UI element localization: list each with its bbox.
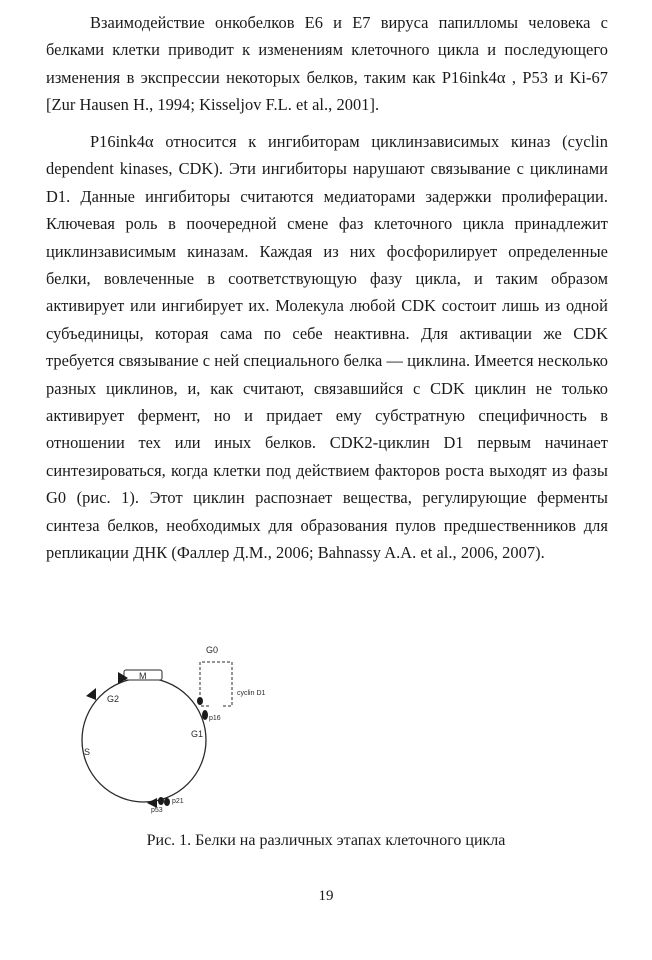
cell-cycle-circle bbox=[82, 678, 206, 802]
cyclin-d1-marker bbox=[197, 697, 203, 705]
arrowhead-g2 bbox=[86, 688, 96, 700]
paragraph-oncoproteins: Взаимодействие онкобелков E6 и E7 вируса папилломы человека с белками клетки приводит к изменениям клеточного цикла и последующего изменения в экспрессии некоторых белков, таким как P16ink4α , P53 и Ki-67 [Zur Hausen H., 1994; Kisseljov F.L. et al., 2001]. bbox=[46, 13, 608, 115]
label-g1: G1 bbox=[191, 729, 204, 739]
paragraph-p16ink4a: P16ink4α относится к ингибиторам циклинзависимых киназ (cyclin dependent kinases, CDK). Эти ингибиторы нарушают связывание с циклинами D1. Данные ингибиторы считаются медиаторами задержки пролиферации. Ключевая роль в поочередной смене фаз клеточного цикла принадлежит циклинзависимым киназам. Каждая из них фосфорилирует определенные белки, вовлеченные в соответствующую фазу цикла, и таким образом активирует или ингибирует их. Молекула любой CDK состоит лишь из одной субъединицы, которая сама по себе неактивна. Для активации же CDK требуется связывание с ней специального белка — циклина. Имеется несколько разных циклинов, и, как считают, связавшийся с CDK циклин не только активирует фермент, но и придает ему субстратную специфичность в отношении тех или иных белков. CDK2-циклин D1 первым начинает синтезироваться, когда клетки под действием факторов роста выходят из фазы G0 (рис. 1). Этот циклин распознает вещества, регулирующие ферменты синтеза белков, необходимых для образования пулов предшественников для репликации ДНК (Фаллер Д.М., 2006; Bahnassy A.A. et al., 2006, 2007). bbox=[46, 132, 608, 563]
label-cyclin-d1: cyclin D1 bbox=[237, 690, 266, 697]
cell-cycle-figure bbox=[60, 636, 320, 826]
p16-marker bbox=[202, 710, 208, 720]
label-p21: p21 bbox=[172, 798, 184, 805]
cell-cycle-diagram bbox=[60, 636, 320, 826]
p21-marker bbox=[164, 798, 170, 806]
page-number: 19 bbox=[318, 888, 334, 904]
label-g2: G2 bbox=[107, 694, 120, 704]
g0-box bbox=[200, 662, 232, 706]
label-p53: p53 bbox=[151, 807, 163, 814]
label-g0: G0 bbox=[206, 645, 219, 655]
label-s: S bbox=[84, 747, 91, 757]
figure-caption: Рис. 1. Белки на различных этапах клеточного цикла bbox=[146, 832, 506, 849]
p53-marker bbox=[158, 797, 164, 805]
label-m: M bbox=[139, 671, 147, 681]
label-p16: p16 bbox=[209, 715, 221, 722]
